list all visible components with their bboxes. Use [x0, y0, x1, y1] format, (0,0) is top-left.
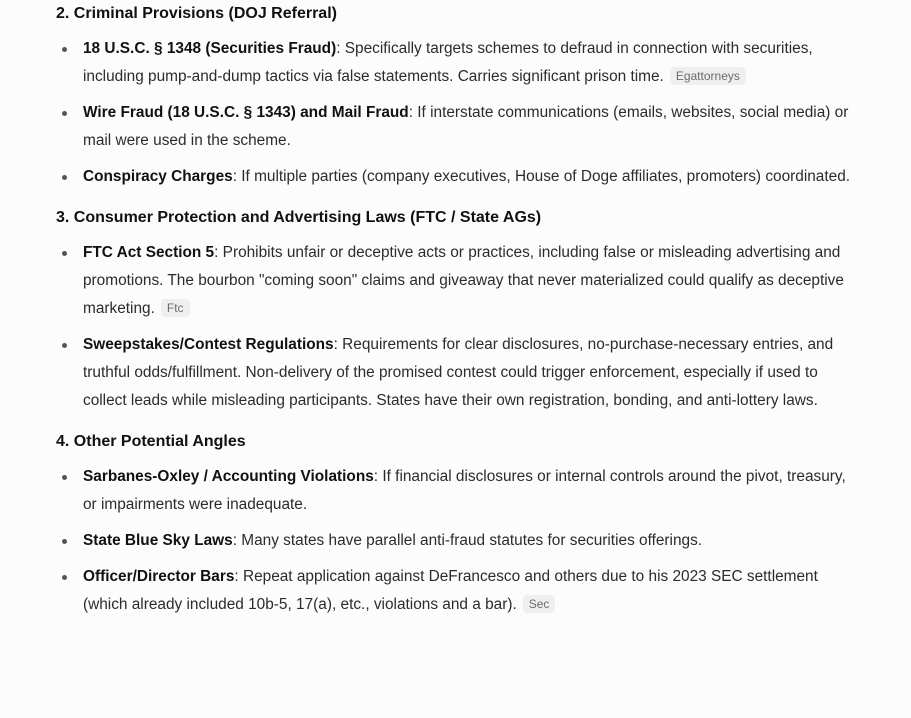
item-text: : Prohibits unfair or deceptive acts or practices, including false or misleading advertising and promotions. The bourbon "coming soon" claims and giveaway that never materialized could qualify as deceptive marketing. [83, 244, 844, 317]
list-item [56, 331, 851, 415]
list-item [56, 527, 851, 555]
list-item [56, 463, 851, 519]
item-text: : Specifically targets schemes to defraud in connection with securities, including pump-and-dump tactics via false statements. Carries significant prison time. [83, 40, 813, 85]
item-term: Wire Fraud (18 U.S.C. § 1343) and Mail Fraud [83, 104, 409, 121]
item-text: : If interstate communications (emails, websites, social media) or mail were used in the scheme. [83, 104, 849, 149]
source-chip[interactable]: Egattorneys [670, 67, 746, 85]
item-term: Conspiracy Charges [83, 168, 233, 185]
item-text: : Requirements for clear disclosures, no-purchase-necessary entries, and truthful odds/fulfillment. Non-delivery of the promised contest could trigger enforcement, especially if used to collect leads while misleading participants. States have their own registration, bonding, and anti-lottery laws. [83, 336, 834, 409]
section-heading: 2. Criminal Provisions (DOJ Referral) [56, 5, 337, 22]
source-chip[interactable]: Ftc [161, 299, 190, 317]
bullet-list [56, 239, 851, 415]
item-term: FTC Act Section 5 [83, 244, 215, 261]
list-item [56, 35, 851, 91]
section-heading: 4. Other Potential Angles [56, 433, 246, 450]
item-term: State Blue Sky Laws [83, 532, 233, 549]
item-term: Sarbanes-Oxley / Accounting Violations [83, 468, 374, 485]
item-term: Sweepstakes/Contest Regulations [83, 336, 334, 353]
list-item [56, 163, 851, 191]
section-heading: 3. Consumer Protection and Advertising Laws (FTC / State AGs) [56, 209, 542, 226]
item-term: 18 U.S.C. § 1348 (Securities Fraud) [83, 40, 337, 57]
item-text: : Repeat application against DeFrancesco and others due to his 2023 SEC settlement (which already included 10b-5, 17(a), etc., violations and a bar). [83, 568, 818, 613]
list-item [56, 239, 851, 323]
bullet-list [56, 35, 851, 191]
list-item [56, 99, 851, 155]
list-item [56, 563, 851, 619]
source-chip[interactable]: Sec [523, 595, 556, 613]
item-text: : If multiple parties (company executives, House of Doge affiliates, promoters) coordinated. [232, 168, 851, 185]
item-term: Officer/Director Bars [83, 568, 235, 585]
item-text: : If financial disclosures or internal controls around the pivot, treasury, or impairments were inadequate. [83, 468, 846, 513]
item-text: : Many states have parallel anti-fraud statutes for securities offerings. [232, 532, 703, 549]
bullet-list [56, 463, 851, 619]
